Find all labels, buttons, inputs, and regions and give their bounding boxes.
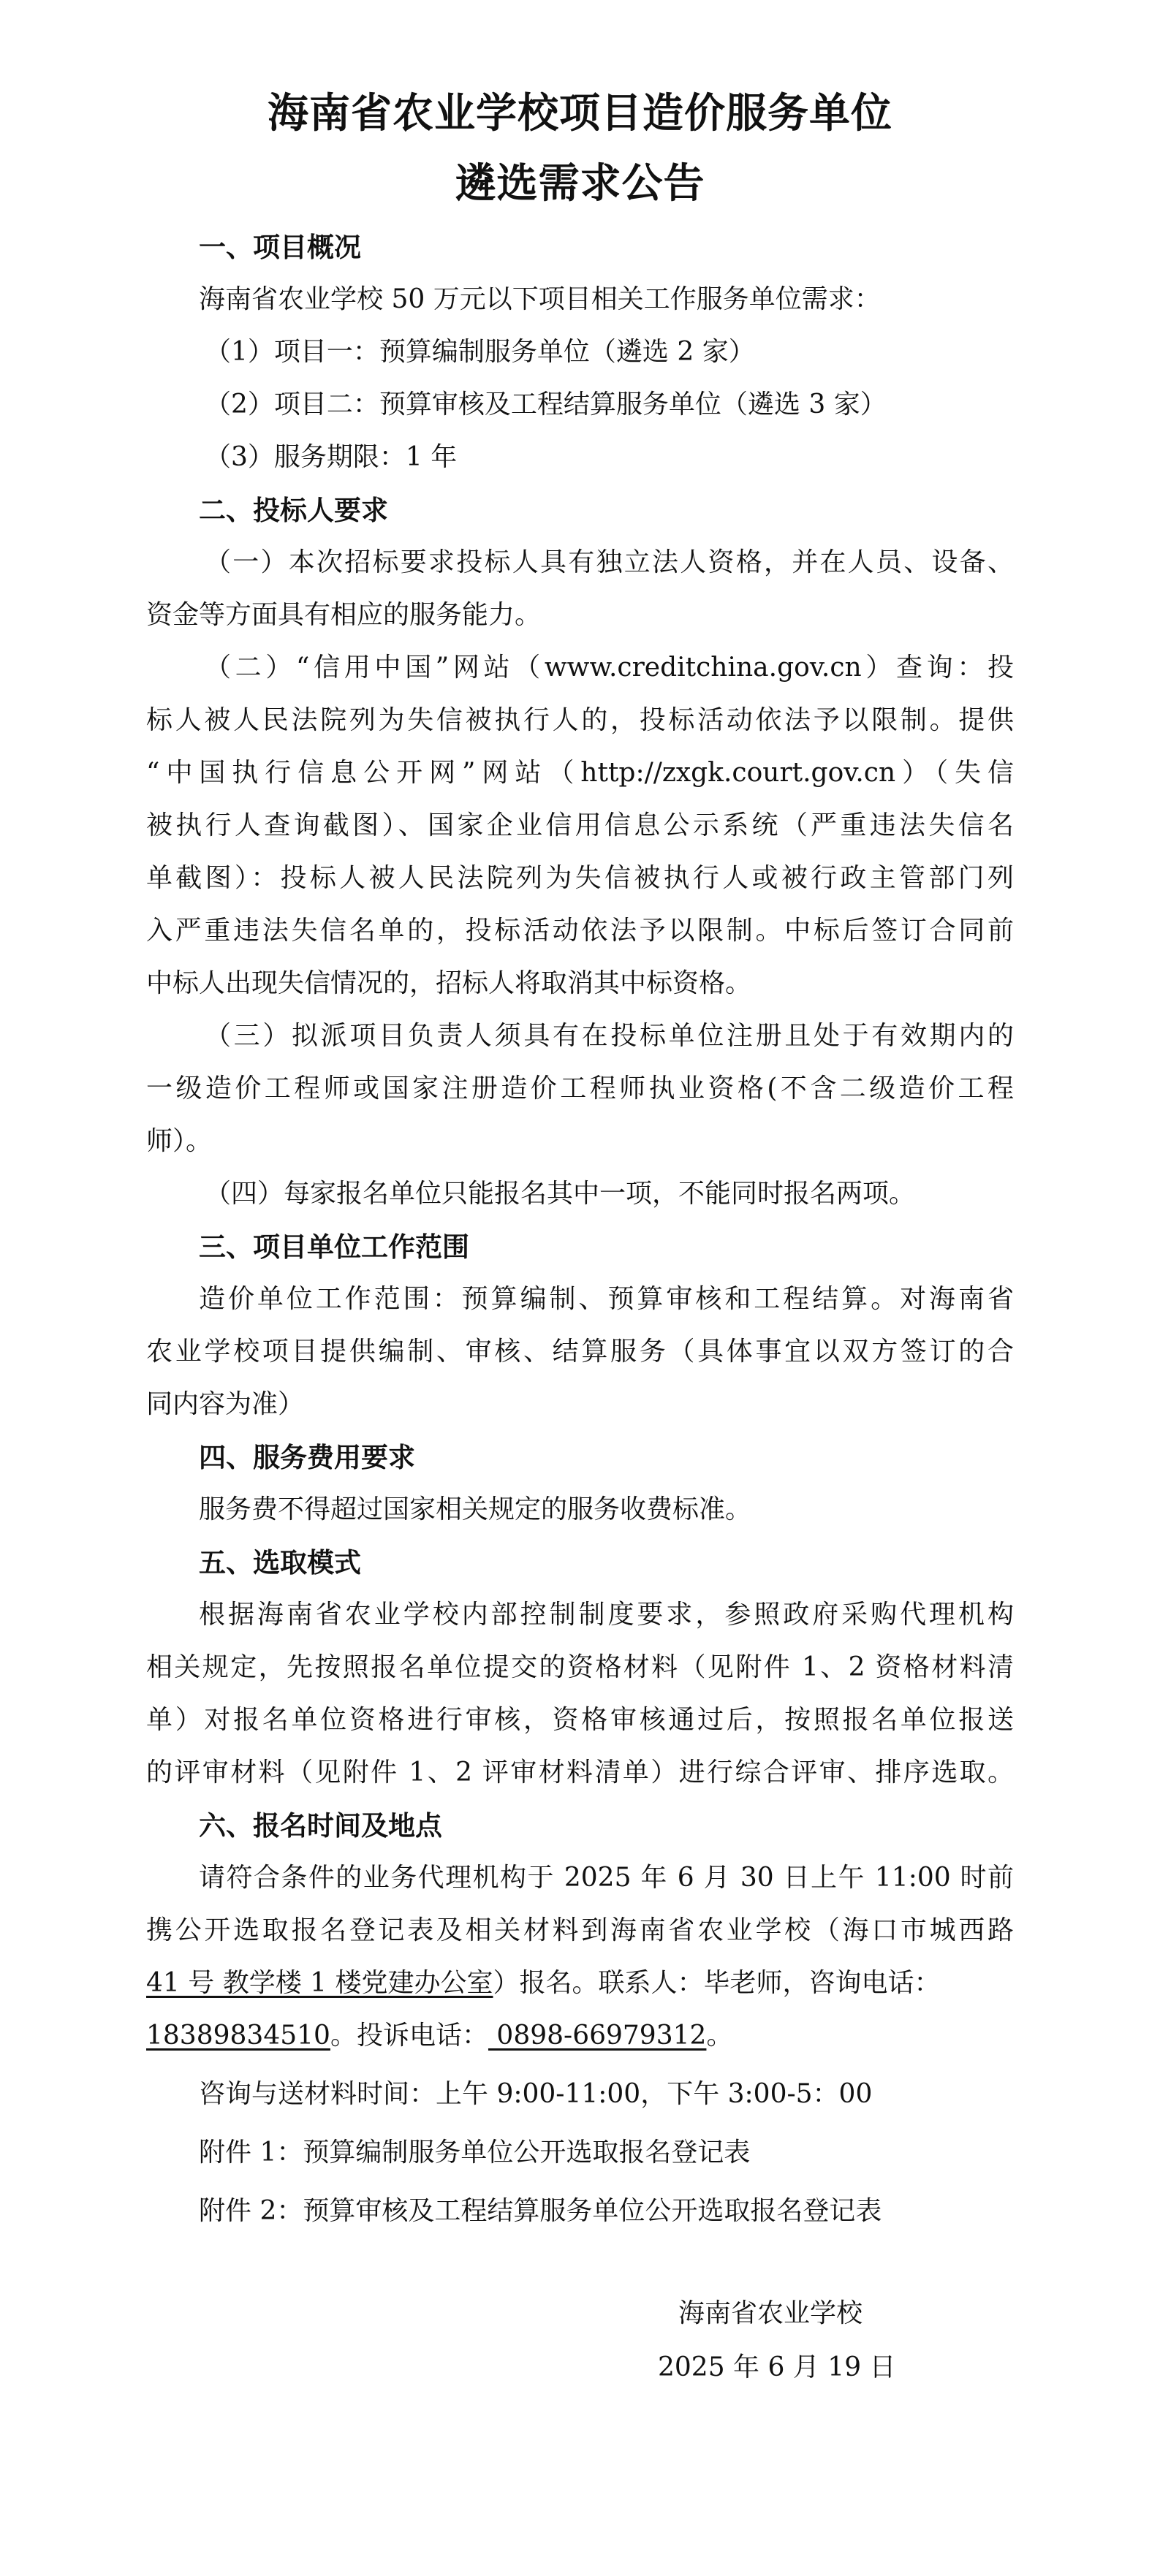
registration-address: 41 号 教学楼 1 楼党建办公室 bbox=[146, 1968, 493, 1998]
contact-text: ）报名。联系人：毕老师，咨询电话： bbox=[493, 1968, 941, 1998]
paragraph-line: （三）拟派项目负责人须具有在投标单位注册且处于有效期内的 bbox=[205, 1021, 1014, 1051]
paragraph-line: 单截图）：投标人被人民法院列为失信被执行人或被行政主管部门列 bbox=[146, 863, 1014, 893]
signature-date: 2025 年 6 月 19 日 bbox=[658, 2352, 896, 2382]
paragraph-line bbox=[146, 1970, 941, 1996]
paragraph-line: （3）服务期限：1 年 bbox=[205, 442, 458, 472]
paragraph-line: 师）。 bbox=[146, 1126, 213, 1156]
attachment-1: 附件 1：预算编制服务单位公开选取报名登记表 bbox=[199, 2138, 751, 2167]
section-heading-bidder-requirements: 二、投标人要求 bbox=[199, 495, 388, 526]
section-heading-selection-mode: 五、选取模式 bbox=[199, 1547, 361, 1578]
paragraph-line: 同内容为准） bbox=[146, 1389, 305, 1419]
paragraph-line: （二）“信用中国”网站（www.creditchina.gov.cn）查询：投 bbox=[205, 653, 1014, 683]
paragraph-line: 相关规定，先按照报名单位提交的资格材料（见附件 1、2 资格材料清 bbox=[146, 1652, 1014, 1682]
paragraph-line: （四）每家报名单位只能报名其中一项，不能同时报名两项。 bbox=[205, 1179, 916, 1209]
paragraph-line: （2）项目二：预算审核及工程结算服务单位（遴选 3 家） bbox=[205, 390, 887, 419]
paragraph-line: 海南省农业学校 50 万元以下项目相关工作服务单位需求： bbox=[199, 284, 881, 314]
paragraph-line: 服务费不得超过国家相关规定的服务收费标准。 bbox=[199, 1494, 752, 1524]
document-title-line-2: 遴选需求公告 bbox=[455, 160, 705, 208]
section-heading-service-fee: 四、服务费用要求 bbox=[199, 1442, 415, 1473]
signature-organization: 海南省农业学校 bbox=[678, 2298, 863, 2328]
paragraph-line: “中国执行信息公开网”网站（http://zxgk.court.gov.cn）（失信 bbox=[146, 758, 1014, 788]
sentence-end: 。 bbox=[706, 2021, 733, 2051]
paragraph-line bbox=[146, 2023, 732, 2049]
paragraph-line: 请符合条件的业务代理机构于 2025 年 6 月 30 日上午 11:00 时前 bbox=[199, 1863, 1014, 1893]
paragraph-line: 被执行人查询截图）、国家企业信用信息公示系统（严重违法失信名 bbox=[146, 810, 1014, 840]
paragraph-line: 根据海南省农业学校内部控制制度要求，参照政府采购代理机构 bbox=[199, 1600, 1014, 1630]
paragraph-line: 的评审材料（见附件 1、2 评审材料清单）进行综合评审、排序选取。 bbox=[146, 1758, 1014, 1787]
section-heading-work-scope: 三、项目单位工作范围 bbox=[199, 1231, 469, 1263]
paragraph-line: 中标人出现失信情况的，招标人将取消其中标资格。 bbox=[146, 968, 752, 998]
paragraph-line: 单）对报名单位资格进行审核，资格审核通过后，按照报名单位报送 bbox=[146, 1705, 1014, 1735]
contact-phone: 18389834510 bbox=[146, 2021, 330, 2051]
attachment-2: 附件 2：预算审核及工程结算服务单位公开选取报名登记表 bbox=[199, 2196, 882, 2226]
paragraph-line: 标人被人民法院列为失信被执行人的，投标活动依法予以限制。提供 bbox=[146, 705, 1014, 735]
consultation-time: 咨询与送材料时间：上午 9:00-11:00，下午 3:00-5：00 bbox=[199, 2079, 873, 2109]
paragraph-line: （一）本次招标要求投标人具有独立法人资格，并在人员、设备、 bbox=[205, 547, 1014, 577]
complaint-label: 。投诉电话： bbox=[330, 2021, 488, 2051]
paragraph-line: 入严重违法失信名单的，投标活动依法予以限制。中标后签订合同前 bbox=[146, 916, 1014, 946]
paragraph-line: 农业学校项目提供编制、审核、结算服务（具体事宜以双方签订的合 bbox=[146, 1337, 1014, 1367]
document-title-line-1: 海南省农业学校项目造价服务单位 bbox=[268, 90, 892, 137]
complaint-phone: 0898-66979312 bbox=[488, 2021, 707, 2051]
paragraph-line: 携公开选取报名登记表及相关材料到海南省农业学校（海口市城西路 bbox=[146, 1915, 1014, 1945]
paragraph-line: 造价单位工作范围：预算编制、预算审核和工程结算。对海南省 bbox=[199, 1284, 1014, 1314]
section-heading-overview: 一、项目概况 bbox=[199, 232, 361, 263]
section-heading-registration: 六、报名时间及地点 bbox=[199, 1810, 442, 1842]
paragraph-line: （1）项目一：预算编制服务单位（遴选 2 家） bbox=[205, 337, 755, 367]
paragraph-line: 一级造价工程师或国家注册造价工程师执业资格(不含二级造价工程 bbox=[146, 1074, 1014, 1103]
paragraph-line: 资金等方面具有相应的服务能力。 bbox=[146, 600, 542, 630]
